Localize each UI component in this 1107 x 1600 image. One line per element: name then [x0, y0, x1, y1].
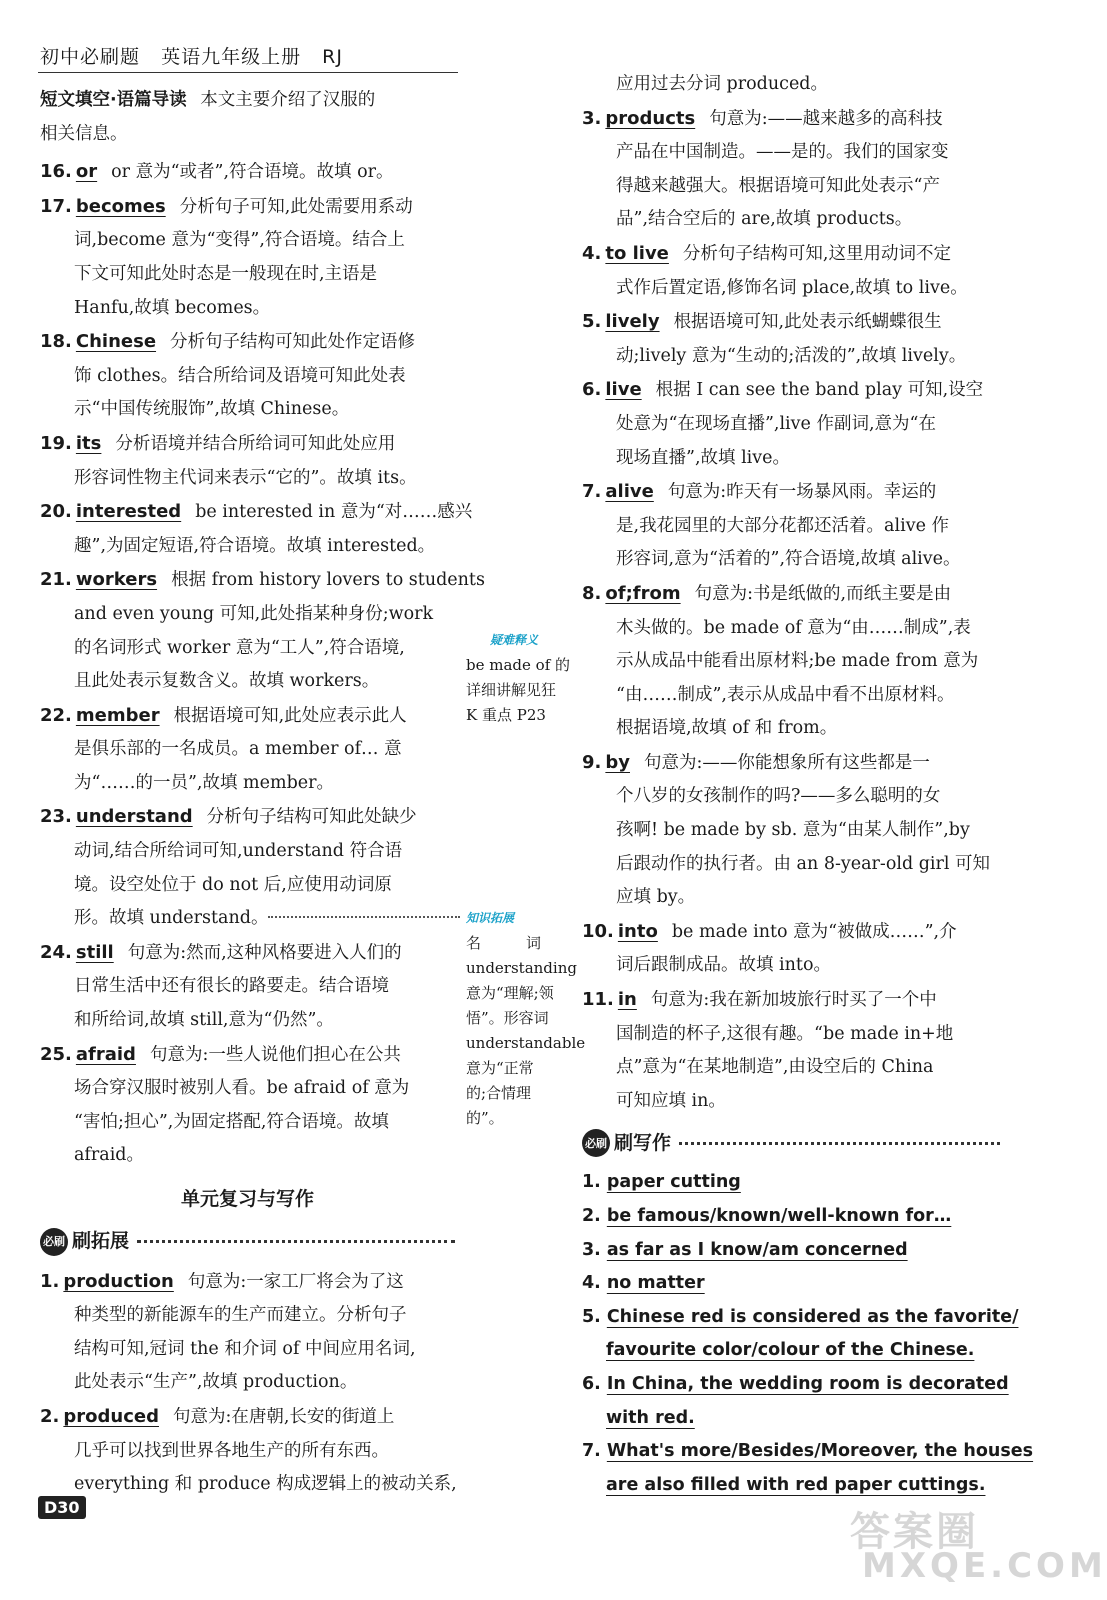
explanation-text: 根据 from history lovers to students [171, 570, 485, 591]
writing-answer: be famous/known/well-known for… [606, 1206, 952, 1226]
answer-item-line [40, 1265, 455, 1300]
answer-item-line [40, 1366, 455, 1400]
answer-item-line [40, 325, 455, 360]
page-number: D30 [38, 1496, 86, 1519]
writing-answer: are also filled with red paper cuttings. [606, 1474, 986, 1495]
sidebar-note-line: understanding [466, 959, 577, 977]
question-number: 4. [582, 1273, 601, 1294]
explanation-text: 动;lively 意为“生动的;活泼的”,故填 lively。 [616, 345, 967, 366]
explanation-text: 几乎可以找到世界各地生产的所有东西。 [74, 1440, 389, 1461]
answer-item-line [40, 190, 455, 225]
explanation-text: 分析句子可知,此处需要用系动 [179, 196, 413, 217]
sidebar-note-line: 详细讲解见狂 [466, 681, 557, 699]
explanation-text: 种类型的新能源车的生产而建立。分析句子 [74, 1305, 407, 1326]
question-number: 22. [40, 704, 72, 726]
explanation-text: 根据 I can see the band play 可知,设空 [655, 380, 984, 401]
left-column [40, 84, 485, 1502]
answer-word: understand [75, 806, 193, 828]
writing-item-line [582, 1334, 1000, 1368]
writing-item-line [582, 1301, 1019, 1335]
explanation-text: 分析句子结构可知,这里用动词不定 [682, 243, 951, 264]
explanation-text: 此处表示“生产”,故填 production。 [74, 1372, 358, 1393]
explanation-text: 得越来越强大。根据语境可知此处表示“产 [616, 175, 940, 196]
answer-item-line [40, 1139, 455, 1173]
explanation-text: 和所给词,故填 still,意为“仍然”。 [74, 1010, 334, 1031]
question-number: 3. [582, 1239, 601, 1260]
writing-answer: with red. [606, 1407, 695, 1428]
explanation-text: 分析句子结构可知此处作定语修 [170, 332, 416, 353]
question-number: 21. [40, 569, 72, 591]
watermark-logo: 答案圈 [850, 1509, 979, 1555]
explanation-text: 是俱乐部的一名成员。a member of… 意 [74, 739, 402, 760]
answer-item-line [40, 936, 455, 971]
explanation-text: or 意为“或者”,符合语境。故填 or。 [111, 162, 394, 183]
answer-item-line [582, 305, 1000, 340]
sidebar-note-line: 悟”。形容词 [466, 1009, 549, 1027]
explanation-text: 句意为:在唐朝,长安的街道上 [172, 1406, 395, 1427]
answer-item-line [40, 902, 455, 936]
explanation-text: 可知应填 in。 [616, 1090, 726, 1111]
sidebar-note-line: understandable [466, 1034, 586, 1052]
answer-item-line [582, 949, 1000, 983]
answer-word: produced [63, 1405, 159, 1427]
answer-item-line [582, 102, 1000, 137]
explanation-text: 句意为:——你能想象所有这些都是一 [644, 752, 930, 773]
answer-item-line [40, 563, 485, 598]
continued-text: 应用过去分词 produced。 [616, 74, 828, 94]
answer-item-line [40, 1038, 455, 1073]
answer-item-line [582, 577, 1000, 612]
answer-item-line [582, 408, 1000, 442]
explanation-text: 为“……的一员”,故填 member。 [74, 772, 334, 793]
left-answer-list [40, 155, 485, 1173]
question-number: 10. [582, 920, 614, 942]
question-number: 9. [582, 751, 602, 773]
answer-word: live [605, 379, 642, 401]
answer-item-line [582, 814, 1000, 848]
writing-item-line [582, 1469, 1000, 1503]
answer-item-line [582, 915, 1000, 950]
explanation-text: 国制造的杯子,这很有趣。“be made in+地 [616, 1023, 954, 1044]
sidebar-note-tag: 知识拓展 [466, 911, 515, 925]
answer-word: alive [605, 481, 654, 503]
writing-answer: favourite color/colour of the Chinese. [606, 1340, 975, 1361]
answer-item-line [40, 1400, 455, 1435]
answer-item-line [582, 679, 1000, 713]
explanation-text: 动词,结合所给词可知,understand 符合语 [74, 841, 403, 862]
question-number: 11. [582, 989, 614, 1011]
question-number: 6. [582, 1373, 601, 1394]
explanation-text: “害怕;担心”,为固定搭配,符合语境。故填 [74, 1111, 389, 1132]
sidebar-note-line: 的;合情理 [466, 1084, 532, 1102]
explanation-text: be made into 意为“被做成……”,介 [671, 921, 957, 942]
explanation-text: 形容词性物主代词来表示“它的”。故填 its。 [74, 467, 417, 488]
explanation-text: 句意为:我在新加坡旅行时买了一个中 [650, 990, 937, 1011]
section-dots [137, 1240, 455, 1243]
writing-answer: In China, the wedding room is decorated [606, 1373, 1009, 1394]
question-number: 23. [40, 806, 72, 828]
answer-item-line [582, 1085, 1000, 1119]
writing-item-line [582, 1368, 1009, 1402]
writing-answer: What's more/Besides/Moreover, the houses [606, 1441, 1034, 1462]
answer-word: by [605, 751, 630, 773]
sidebar-note-line: 意为“理解;领 [466, 984, 554, 1002]
explanation-text: 分析句子结构可知此处缺少 [206, 807, 417, 828]
answer-word: afraid [75, 1043, 136, 1065]
writing-item-line [582, 1267, 1000, 1301]
page-header [40, 42, 357, 69]
answer-word: into [617, 920, 658, 942]
question-number: 4. [582, 242, 602, 264]
answer-item-line [582, 746, 1000, 781]
explanation-text: 日常生活中还有很长的路要走。结合语境 [74, 976, 389, 997]
intro-text-1: 本文主要介绍了汉服的 [200, 90, 376, 110]
explanation-text: 根据语境可知,此处应表示此人 [173, 705, 407, 726]
expand-answer-list-left [40, 1265, 455, 1502]
explanation-text: 句意为:一家工厂将会为了这 [187, 1271, 404, 1292]
answer-item-line [40, 495, 473, 530]
explanation-text: 分析语境并结合所给词可知此处应用 [115, 433, 396, 454]
writing-answer: paper cutting [606, 1172, 741, 1193]
sidebar-note-line: 意为“正常 [466, 1059, 534, 1077]
answer-word: workers [75, 569, 158, 591]
explanation-text: 句意为:一些人说他们担心在公共 [149, 1044, 401, 1065]
explanation-text: 点”意为“在某地制造”,由设空后的 China [616, 1057, 934, 1078]
answer-item-line [40, 258, 455, 292]
answer-item-line [40, 632, 455, 666]
explanation-text: 饰 clothes。结合所给词及语境可知此处表 [74, 365, 406, 386]
sidebar-note-body [466, 931, 586, 1131]
answer-item-line [40, 1072, 455, 1106]
section-writing-title: 刷写作 [614, 1131, 672, 1154]
answer-item-line [582, 442, 1000, 476]
header-rule [38, 72, 458, 73]
answer-word: member [75, 704, 160, 726]
section-expand-title: 刷拓展 [72, 1229, 130, 1252]
writing-item-line [582, 1435, 1034, 1469]
answer-item-line [582, 340, 1000, 374]
question-number: 17. [40, 195, 72, 217]
answer-item-line [40, 1299, 455, 1333]
answer-item-line [40, 970, 455, 1004]
question-number: 24. [40, 941, 72, 963]
brush-badge-icon: 必刷 [582, 1129, 610, 1157]
answer-word: interested [75, 501, 182, 523]
answer-item-line [40, 767, 455, 801]
explanation-text: 现场直播”,故填 live。 [616, 447, 791, 468]
expand-answer-list-right [582, 102, 1000, 1119]
brush-badge-icon: 必刷 [40, 1228, 68, 1256]
answer-item-line [582, 1018, 1000, 1052]
question-number: 7. [582, 481, 602, 503]
answer-item-line [40, 699, 455, 734]
answer-word: to live [605, 242, 669, 264]
question-number: 8. [582, 582, 602, 604]
question-number: 1. [40, 1270, 60, 1292]
question-number: 7. [582, 1441, 601, 1462]
leader-dots [268, 916, 460, 918]
answer-item-line [582, 1051, 1000, 1085]
answer-item-line [582, 272, 1000, 306]
answer-item-line [582, 848, 1000, 882]
unit-title: 单元复习与写作 [180, 1188, 314, 1210]
question-number: 25. [40, 1043, 72, 1065]
explanation-text: 式作后置定语,修饰名词 place,故填 to live。 [616, 277, 968, 298]
writing-item-line [582, 1200, 1000, 1234]
book-series: 初中必刷题 [40, 46, 141, 68]
answer-word: or [75, 161, 98, 183]
book-edition: RJ [322, 46, 343, 68]
explanation-text: 且此处表示复数含义。故填 workers。 [74, 671, 380, 692]
question-number: 2. [40, 1405, 60, 1427]
explanation-text: 的名词形式 worker 意为“工人”,符合语境, [74, 637, 405, 658]
explanation-text: 应填 by。 [616, 887, 696, 908]
answer-item-line [582, 780, 1000, 814]
explanation-text: 句意为:昨天有一场暴风雨。幸运的 [667, 482, 937, 503]
watermark-url: MXQE.COM [862, 1546, 1107, 1586]
explanation-text: 场合穿汉服时被别人看。be afraid of 意为 [74, 1078, 410, 1099]
answer-item-line [582, 983, 1000, 1018]
answer-item-line [582, 645, 1000, 679]
answer-item-line [40, 1106, 455, 1140]
section-dots [679, 1142, 1000, 1145]
explanation-text: be interested in 意为“对……感兴 [195, 502, 473, 523]
answer-item-line [40, 427, 455, 462]
answer-item-line [40, 462, 455, 496]
explanation-text: 产品在中国制造。——是的。我们的国家变 [616, 142, 949, 163]
right-column [582, 68, 1034, 1502]
explanation-text: 结构可知,冠词 the 和介词 of 中间应用名词, [74, 1338, 416, 1359]
writing-item-line [582, 1234, 1000, 1268]
answer-item-line [40, 1435, 455, 1469]
explanation-text: 词后跟制成品。故填 into。 [616, 955, 831, 976]
question-number: 2. [582, 1206, 601, 1226]
explanation-text: 个八岁的女孩制作的吗?——多么聪明的女 [616, 786, 941, 807]
writing-answer: as far as I know/am concerned [606, 1239, 908, 1260]
explanation-text: 品”,结合空后的 are,故填 products。 [616, 209, 913, 230]
explanation-text: 根据语境,故填 of 和 from。 [616, 718, 838, 739]
answer-item-line [40, 530, 455, 564]
sidebar-note-expand [466, 906, 586, 1131]
question-number: 3. [582, 107, 602, 129]
answer-item-line [582, 612, 1000, 646]
answer-word: in [617, 989, 637, 1011]
answer-item-line [40, 733, 455, 767]
sidebar-note-line: 名 词 [466, 934, 542, 952]
answer-item-line [582, 136, 1000, 170]
answer-word: becomes [75, 195, 166, 217]
answer-item-line [40, 224, 455, 258]
explanation-text: 形容词,意为“活着的”,符合语境,故填 alive。 [616, 549, 961, 570]
answer-item-line [40, 869, 455, 903]
book-title: 英语九年级上册 [161, 46, 302, 68]
intro-label: 短文填空·语篇导读 [40, 90, 187, 110]
explanation-text: 句意为:然而,这种风格要进入人们的 [127, 942, 402, 963]
explanation-text: Hanfu,故填 becomes。 [74, 297, 271, 318]
explanation-text: everything 和 produce 构成逻辑上的被动关系, [74, 1474, 457, 1495]
answer-word: production [63, 1270, 174, 1292]
answer-word: of;from [605, 582, 681, 604]
answer-item-line [582, 712, 1000, 746]
answer-word: still [75, 941, 114, 963]
explanation-text: 句意为:书是纸做的,而纸主要是由 [694, 583, 952, 604]
answer-item-line [582, 170, 1000, 204]
section-writing-header [582, 1124, 1000, 1162]
explanation-text: and even young 可知,此处指某种身份;work [74, 603, 434, 624]
question-number: 20. [40, 501, 72, 523]
explanation-text: 是,我花园里的大部分花都还活着。alive 作 [616, 515, 949, 536]
answer-word: products [605, 107, 696, 129]
sidebar-note-line: 的”。 [466, 1109, 504, 1127]
explanation-text: “由……制成”,表示从成品中看不出原材料。 [616, 684, 955, 705]
answer-item-line [40, 665, 455, 699]
question-number: 19. [40, 432, 72, 454]
explanation-text: 根据语境可知,此处表示纸蝴蝶很生 [673, 312, 942, 333]
question-number: 1. [582, 1172, 601, 1193]
sidebar-note-line: be made of 的 [466, 656, 571, 674]
sidebar-note-tag: 疑难释义 [490, 633, 539, 647]
answer-item-line [40, 360, 455, 394]
answer-item-line [40, 1333, 455, 1367]
answer-item-line [582, 881, 1000, 915]
intro-line-1 [40, 84, 455, 118]
explanation-text: 形。故填 understand。 [74, 908, 269, 929]
answer-item-line [582, 237, 1000, 272]
explanation-text: 下文可知此处时态是一般现在时,主语是 [74, 263, 378, 284]
writing-item-line [582, 1402, 1000, 1436]
answer-item-line [582, 475, 1000, 510]
writing-answer: Chinese red is considered as the favorite/ [606, 1306, 1019, 1327]
answer-item-line [582, 543, 1000, 577]
explanation-text: 处意为“在现场直播”,live 作副词,意为“在 [616, 413, 936, 434]
explanation-text: 境。设空处位于 do not 后,应使用动词原 [74, 874, 392, 895]
writing-item-line [582, 1166, 1000, 1200]
explanation-text: afraid。 [74, 1145, 145, 1166]
sidebar-note-line: K 重点 P23 [466, 706, 546, 724]
answer-item-line [40, 1004, 455, 1038]
intro-text-2: 相关信息。 [40, 123, 128, 144]
answer-item-line [582, 373, 1000, 408]
explanation-text: 趣”,为固定短语,符合语境。故填 interested。 [74, 535, 436, 556]
sidebar-note-body [466, 653, 574, 728]
explanation-text: 示“中国传统服饰”,故填 Chinese。 [74, 399, 350, 420]
answer-item-line [582, 510, 1000, 544]
explanation-text: 后跟动作的执行者。由 an 8-year-old girl 可知 [616, 853, 991, 874]
answer-item-line [40, 800, 455, 835]
answer-word: its [75, 432, 102, 454]
question-number: 6. [582, 379, 602, 401]
sidebar-note-difficult [466, 628, 574, 728]
answer-item-line [582, 203, 1000, 237]
answer-item-line [40, 393, 455, 427]
answer-word: Chinese [75, 331, 157, 353]
answer-item-line [40, 835, 455, 869]
explanation-text: 词,become 意为“变得”,符合语境。结合上 [74, 230, 405, 251]
answer-item-line [40, 155, 455, 190]
question-number: 16. [40, 161, 72, 183]
answer-word: lively [605, 311, 660, 333]
answer-item-line [40, 598, 455, 632]
explanation-text: 句意为:——越来越多的高科技 [709, 108, 943, 129]
question-number: 18. [40, 331, 72, 353]
section-expand-header [40, 1223, 455, 1261]
explanation-text: 木头做的。be made of 意为“由……制成”,表 [616, 617, 971, 638]
question-number: 5. [582, 311, 602, 333]
explanation-text: 示从成品中能看出原材料;be made from 意为 [616, 651, 979, 672]
question-number: 5. [582, 1306, 601, 1327]
answer-item-line [40, 1468, 455, 1502]
writing-answer: no matter [606, 1273, 705, 1294]
writing-answer-list [582, 1166, 1034, 1502]
answer-item-line [40, 292, 455, 326]
explanation-text: 孩啊! be made by sb. 意为“由某人制作”,by [616, 820, 970, 841]
